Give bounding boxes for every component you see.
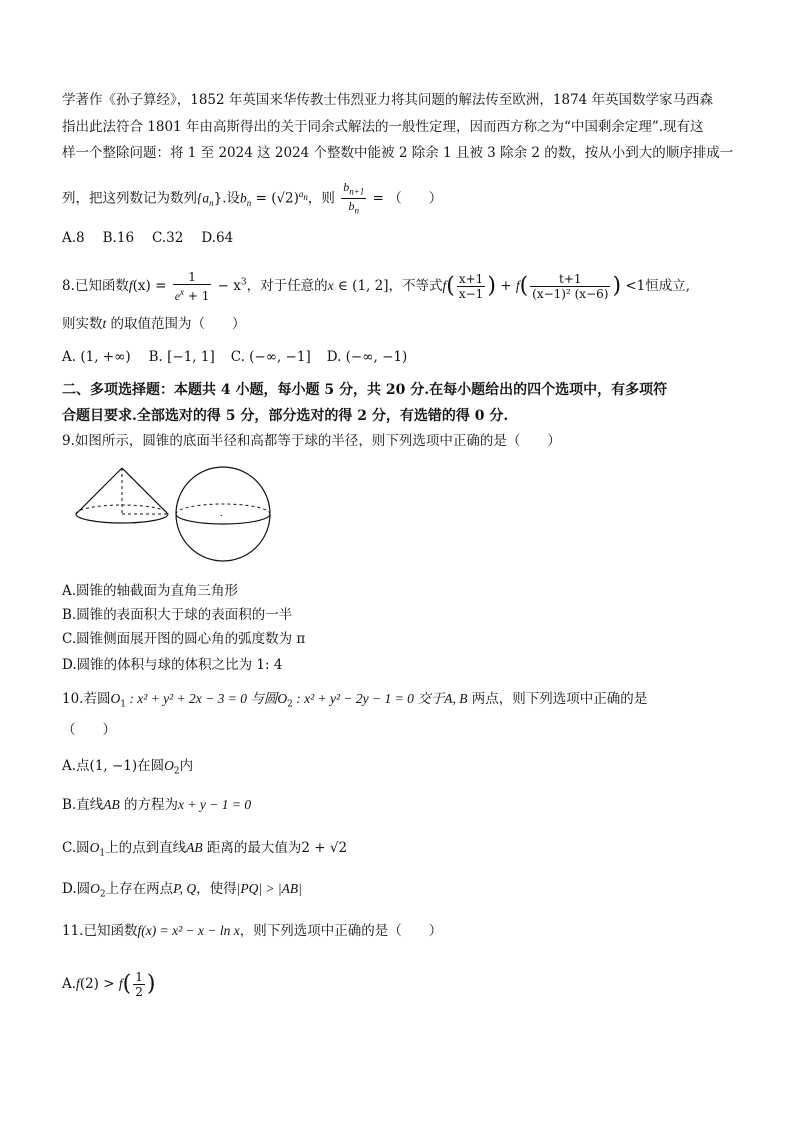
question-10-stem: 10.若圆$O_1$ : x² + y² + 2x − 3 = 0 与圆$O_2$ : x² + y² − 2y − 1 = 0 交于A, B 两点，则下列选项中正确的是 [62,691,648,710]
q10-option-a: A.点(1, −1)在圆$O_2$内 [62,758,194,777]
q9-option-a: A.圆锥的轴截面为直角三角形 [62,583,239,599]
q7-options: A.8 B.16 C.32 D.64 [62,230,234,246]
q9-option-b: B.圆锥的表面积大于球的表面积的一半 [62,607,293,623]
question-10-paren: （ ） [62,722,116,738]
q11-option-a: A.f(2) > f( $\frac{1}{2}$ ) [62,970,156,999]
q10-option-c: C.圆$O_1$上的点到直线AB 距离的最大值为2 + √2 [62,840,348,859]
question-8-stem: 8.已知函数f(x) = $\frac{1}{e^x + 1}$ − $x^3$，对于任意的x ∈ (1, 2]，不等式f( $\frac{x+1}{x-1}$ ) + f( $\frac{t+1}{\text{(x−1)² (x−6)}}$ ) <1恒成立, [62,270,691,303]
question-8-line-2: 则实数t 的取值范围为（ ） [62,316,246,332]
question-9-stem: 9.如图所示，圆锥的底面半径和高都等于球的半径，则下列选项中正确的是（ ） [62,433,561,449]
cone-figure [76,468,168,523]
q10-option-b: B.直线AB 的方程为x + y − 1 = 0 [62,797,252,813]
intro-line-2: 指出此法符合 1801 年由高斯得出的关于同余式解法的一般性定理，因而西方称之为“中国剩余定理”.现有这 [62,119,704,135]
intro-line-1: 学著作《孙子算经》，1852 年英国来华传教士伟烈亚力将其问题的解法传至欧洲，1874 年英国数学家马西森 [62,92,714,108]
ratio-fraction: $\frac{b_{n+1}}{b_n}$ [343,180,365,216]
q8-options: A. (1, +∞) B. [−1, 1] C. (−∞, −1] D. (−∞, −1) [62,349,408,365]
q9-option-d: D.圆锥的体积与球的体积之比为 1: 4 [62,657,283,673]
sphere-figure [176,467,270,561]
cone-and-sphere-figure [70,462,275,567]
q9-option-c: C.圆锥侧面展开图的圆心角的弧度数为 π [62,631,306,647]
question-11-stem: 11.已知函数f(x) = x² − x − ln x，则下列选项中正确的是（ ） [62,923,443,939]
section-2-heading-line-1: 二、多项选择题：本题共 4 小题，每小题 5 分，共 20 分.在每小题给出的四个选项中，有多项符 [62,382,668,398]
sphere-center-dot: . [220,508,223,519]
intro-line-3: 样一个整除问题：将 1 至 2024 这 2024 个整数中能被 2 除余 1 且被 3 除余 2 的数，按从小到大的顺序排成一 [62,145,734,161]
section-2-heading-line-2: 合题目要求.全部选对的得 5 分，部分选对的得 2 分，有选错的得 0 分. [62,408,509,424]
intro-line-4: 列，把这列数记为数列$\{a_n\}$.设$b_n = (√2)^{a_n}$，则 $\frac{b_{n+1}}{b_n}$ = （ ） [62,180,443,216]
q10-option-d: D.圆$O_2$上存在两点P, Q，使得|PQ| > |AB| [62,881,302,900]
